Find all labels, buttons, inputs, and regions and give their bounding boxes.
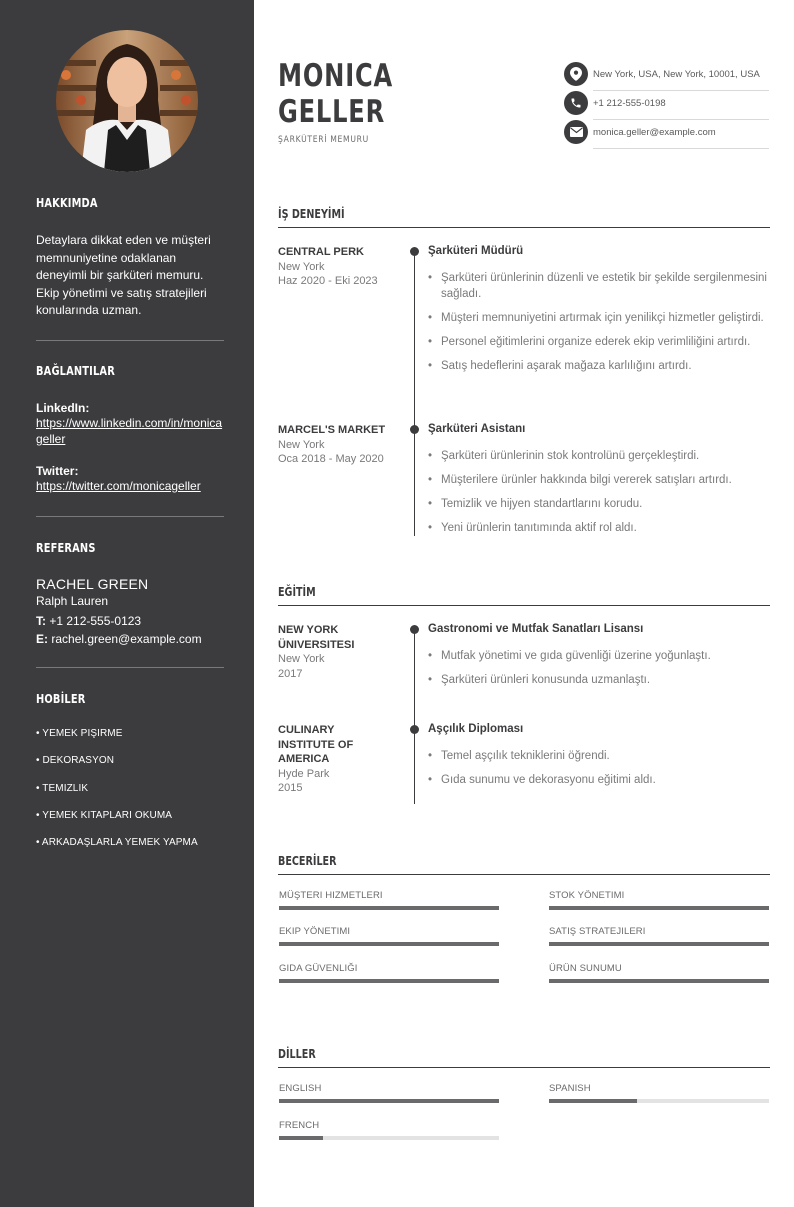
timeline-dot	[410, 725, 419, 734]
linkedin-label: LinkedIn:	[36, 401, 90, 415]
hobbies-list	[36, 728, 224, 864]
education-title: EĞİTİM	[278, 585, 316, 599]
job-bullets	[428, 270, 768, 382]
reference-phone-label: T:	[36, 614, 46, 628]
language-bar-track	[549, 1099, 769, 1103]
skill-bar-track	[549, 979, 769, 983]
education-meta	[278, 623, 368, 681]
location-pin-icon	[564, 62, 588, 86]
candidate-name	[278, 58, 393, 130]
skill-bar-fill	[549, 942, 769, 946]
skill-name: STOK YÖNETIMI	[549, 890, 625, 901]
divider	[593, 148, 769, 149]
languages-title: DİLLER	[278, 1047, 316, 1061]
email-text[interactable]: monica.geller@example.com	[593, 127, 716, 138]
skill-bar-track	[279, 942, 499, 946]
bullet-item: • Temel aşçılık tekniklerini öğrendi.	[428, 748, 768, 764]
hobbies-section	[36, 692, 224, 706]
bullet-item: • Müşteri memnuniyetini artırmak için yenilikçi hizmetler geliştirdi.	[428, 310, 768, 326]
education-meta	[278, 723, 368, 796]
bullet-item: • Personel eğitimlerini organize ederek ekip verimliliğini artırdı.	[428, 334, 768, 350]
bullet-item: • Satış hedeflerini aşarak mağaza karlılığını artırdı.	[428, 358, 768, 374]
skill-bar-fill	[279, 942, 499, 946]
links-title: BAĞLANTILAR	[36, 364, 115, 378]
school-name: CULINARY INSTITUTE OF AMERICA	[278, 724, 354, 765]
bullet-item: • Şarküteri ürünlerinin düzenli ve estetik bir şekilde sergilenmesini sağladı.	[428, 270, 768, 302]
language-item	[279, 1083, 499, 1094]
skill-name: GIDA GÜVENLIĞI	[279, 963, 358, 974]
skill-bar-track	[279, 906, 499, 910]
skill-item	[279, 963, 499, 974]
skill-bar-track	[279, 979, 499, 983]
bullet-item: • Şarküteri ürünlerinin stok kontrolünü gerçekleştirdi.	[428, 448, 768, 464]
phone-icon	[564, 91, 588, 115]
skill-bar-fill	[549, 979, 769, 983]
language-bar-track	[279, 1136, 499, 1140]
skill-bar-fill	[549, 906, 769, 910]
company-location: New York	[278, 438, 325, 451]
linkedin-link[interactable]: https://www.linkedin.com/in/monicageller	[36, 416, 223, 446]
timeline-dot	[410, 625, 419, 634]
section-rule	[278, 1067, 770, 1068]
company-location: New York	[278, 260, 325, 273]
timeline-dot	[410, 247, 419, 256]
sidebar	[0, 0, 254, 1207]
last-name: GELLER	[278, 94, 386, 130]
reference-phone	[36, 612, 224, 630]
language-bar-track	[279, 1099, 499, 1103]
school-location: New York	[278, 653, 325, 665]
first-name: MONICA	[278, 58, 394, 94]
bullet-item: • Yeni ürünlerin tanıtımında aktif rol aldı.	[428, 520, 768, 536]
section-rule	[278, 605, 770, 606]
twitter-link[interactable]: https://twitter.com/monicageller	[36, 479, 201, 493]
language-name: FRENCH	[279, 1120, 320, 1131]
hobby-item: • YEMEK PIŞIRME	[36, 728, 123, 739]
bullet-item: • Mutfak yönetimi ve gıda güvenliği üzerine yoğunlaştı.	[428, 648, 768, 664]
hobbies-title: HOBİLER	[36, 692, 86, 706]
job-title: ŞARKÜTERİ MEMURU	[278, 135, 369, 145]
skill-bar-track	[549, 942, 769, 946]
job-role: Şarküteri Asistanı	[428, 423, 526, 435]
degree-name: Gastronomi ve Mutfak Sanatları Lisansı	[428, 623, 644, 635]
education-bullets	[428, 748, 768, 796]
skill-name: ÜRÜN SUNUMU	[549, 963, 622, 974]
education-bullets	[428, 648, 768, 696]
timeline-dot	[410, 425, 419, 434]
reference-name: RACHEL GREEN	[36, 576, 149, 592]
twitter-link-block	[36, 464, 224, 494]
reference-email	[36, 630, 224, 648]
school-location: Hyde Park	[278, 767, 330, 780]
divider	[36, 340, 224, 341]
job-dates: Haz 2020 - Eki 2023	[278, 275, 378, 287]
about-text: Detaylara dikkat eden ve müşteri memnuniyetine odaklanan deneyimli bir şarküteri memuru. Ekip yönetimi ve satış stratejileri konularında uzman.	[36, 233, 211, 317]
skill-name: MÜŞTERI HIZMETLERI	[279, 890, 383, 901]
hobby-item: • YEMEK KITAPLARI OKUMA	[36, 809, 173, 821]
experience-title: İŞ DENEYİMİ	[278, 207, 345, 221]
skill-bar-fill	[279, 906, 499, 910]
divider	[36, 667, 224, 668]
school-name: NEW YORK ÜNIVERSITESI	[278, 624, 355, 651]
section-rule	[278, 227, 770, 228]
hobby-item: • DEKORASYON	[36, 755, 115, 767]
reference-block	[36, 576, 224, 648]
reference-phone-value: +1 212-555-0123	[49, 614, 142, 628]
reference-email-value: rachel.green@example.com	[51, 632, 202, 646]
skill-item	[279, 926, 499, 937]
job-dates: Oca 2018 - May 2020	[278, 453, 384, 465]
language-bar-fill	[549, 1099, 637, 1103]
degree-name: Aşçılık Diploması	[428, 723, 524, 735]
language-item	[549, 1083, 769, 1094]
links-section	[36, 364, 224, 378]
about-section	[36, 196, 224, 210]
language-name: ENGLISH	[279, 1083, 322, 1094]
language-name: SPANISH	[549, 1083, 591, 1094]
skill-bar-fill	[279, 979, 499, 983]
linkedin-link-block	[36, 401, 224, 447]
company-name: MARCEL'S MARKET	[278, 424, 386, 436]
skill-item	[549, 926, 769, 937]
reference-title: REFERANS	[36, 541, 96, 555]
twitter-label: Twitter:	[36, 464, 79, 478]
skill-item	[549, 890, 769, 901]
contact-address	[564, 62, 769, 91]
about-title: HAKKIMDA	[36, 196, 98, 210]
contact-phone	[564, 91, 769, 120]
hobby-item: • TEMIZLIK	[36, 782, 89, 794]
skill-name: SATIŞ STRATEJILERI	[549, 926, 646, 937]
section-rule	[278, 874, 770, 875]
skills-title: BECERİLER	[278, 854, 337, 868]
experience-timeline	[414, 252, 415, 536]
bullet-item: • Müşterilere ürünler hakkında bilgi vererek satışları artırdı.	[428, 472, 768, 488]
bullet-item: • Şarküteri ürünleri konusunda uzmanlaştı.	[428, 672, 768, 688]
language-item	[279, 1120, 499, 1131]
company-name: CENTRAL PERK	[278, 246, 364, 258]
job-bullets	[428, 448, 768, 544]
reference-email-label: E:	[36, 632, 48, 646]
phone-text: +1 212-555-0198	[593, 98, 666, 109]
skill-item	[549, 963, 769, 974]
profile-photo	[56, 30, 198, 172]
email-icon	[564, 120, 588, 144]
bullet-item: • Temizlik ve hijyen standartlarını korudu.	[428, 496, 768, 512]
job-role: Şarküteri Müdürü	[428, 245, 524, 257]
reference-section	[36, 541, 224, 555]
language-bar-fill	[279, 1136, 323, 1140]
experience-meta	[278, 245, 403, 289]
experience-meta	[278, 423, 403, 467]
skill-item	[279, 890, 499, 901]
contact-email	[564, 120, 769, 149]
address-text: New York, USA, New York, 10001, USA	[593, 69, 760, 80]
skill-bar-track	[549, 906, 769, 910]
hobby-item: • ARKADAŞLARLA YEMEK YAPMA	[36, 837, 198, 849]
language-bar-fill	[279, 1099, 499, 1103]
skill-name: EKIP YÖNETIMI	[279, 926, 351, 937]
reference-company: Ralph Lauren	[36, 594, 109, 608]
education-dates: 2015	[278, 782, 303, 794]
divider	[36, 516, 224, 517]
education-dates: 2017	[278, 667, 303, 680]
bullet-item: • Gıda sunumu ve dekorasyonu eğitimi aldı.	[428, 772, 768, 788]
education-timeline	[414, 630, 415, 804]
